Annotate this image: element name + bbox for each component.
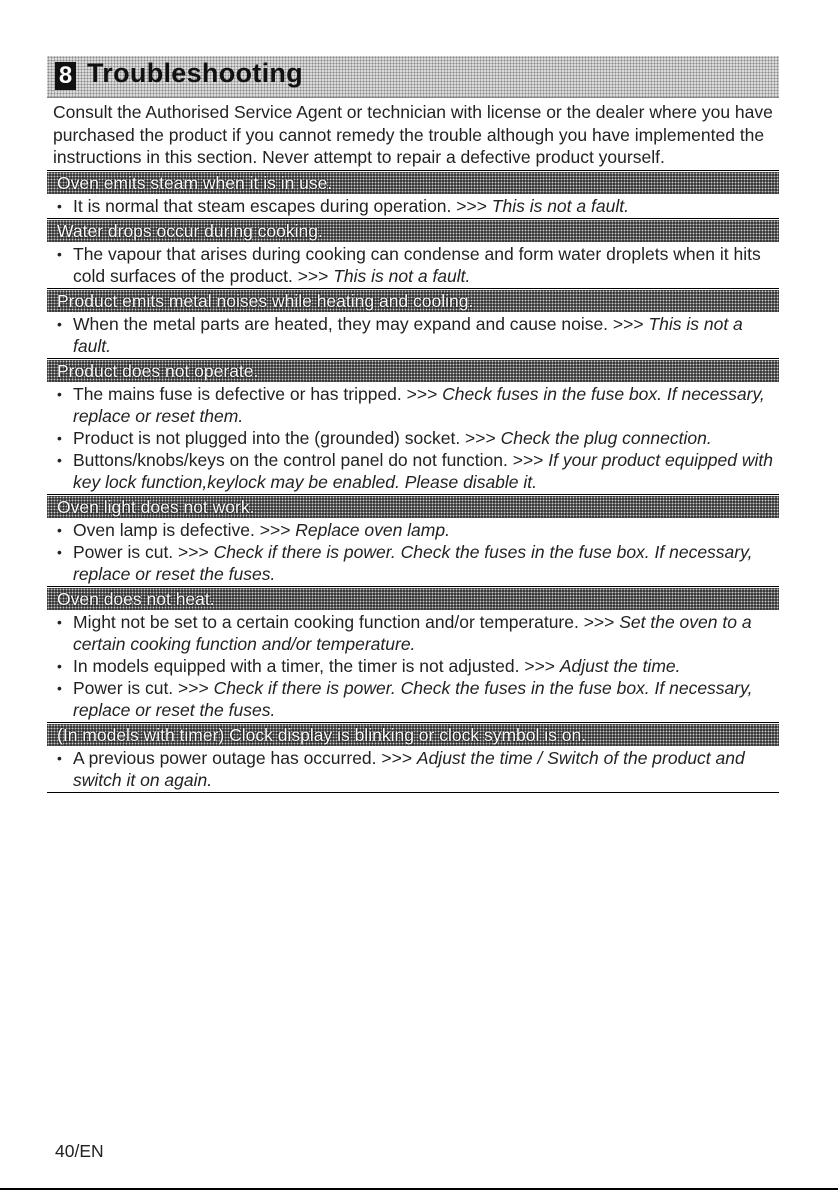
page-number: 40/EN: [55, 1141, 104, 1161]
bottom-rule: [0, 1188, 838, 1190]
solution-item: [47, 541, 779, 585]
cause-text: Power is cut. >>>: [73, 541, 214, 562]
cause-text: When the metal parts are heated, they may expand and cause noise. >>>: [73, 313, 649, 334]
bullet-icon: •: [57, 315, 62, 332]
remedy-text: Check the plug connection.: [500, 427, 712, 448]
problem-heading: Oven does not heat.: [47, 588, 779, 610]
remedy-text: Adjust the time.: [559, 655, 681, 676]
cause-text: Might not be set to a certain cooking function and/or temperature. >>>: [73, 611, 620, 632]
cause-text: Power is cut. >>>: [73, 677, 214, 698]
cause-text: A previous power outage has occurred. >>>: [73, 747, 417, 768]
problem-heading: Oven emits steam when it is in use.: [47, 172, 779, 194]
bullet-icon: •: [57, 197, 62, 214]
remedy-text: Set the oven to a certain cooking function and/or temperature.: [73, 611, 752, 654]
cause-text: It is normal that steam escapes during operation. >>>: [73, 195, 492, 216]
solution-list: [47, 610, 779, 723]
remedy-text: This is not a fault.: [491, 195, 629, 216]
remedy-text: Check if there is power. Check the fuses in the fuse box. If necessary, replace or reset the fuses.: [73, 541, 753, 584]
solution-item: [47, 195, 779, 217]
bullet-icon: •: [57, 521, 62, 538]
cause-text: In models equipped with a timer, the timer is not adjusted. >>>: [73, 655, 560, 676]
cause-text: Buttons/knobs/keys on the control panel do not function. >>>: [73, 449, 549, 470]
bullet-icon: •: [57, 385, 62, 402]
troubleshooting-sections: [47, 172, 779, 793]
bullet-icon: •: [57, 451, 62, 468]
remedy-text: Replace oven lamp.: [295, 519, 450, 540]
remedy-text: Check if there is power. Check the fuses in the fuse box. If necessary, replace or reset the fuses.: [73, 677, 753, 720]
intro-paragraph: Consult the Authorised Service Agent or technician with license or the dealer where you have purchased the product if you cannot remedy the trouble although you have implemented the instructions in this section. Never attempt to repair a defective product yourself.: [47, 101, 779, 171]
solution-item: [47, 747, 779, 791]
page-title: Troubleshooting: [87, 58, 303, 88]
remedy-text: Check fuses in the fuse box. If necessary, replace or reset them.: [73, 383, 765, 426]
section-title-bar: [47, 56, 779, 98]
problem-heading: Oven light does not work.: [47, 496, 779, 518]
remedy-text: Adjust the time / Switch of the product and switch it on again.: [73, 747, 745, 790]
cause-text: Oven lamp is defective. >>>: [73, 519, 296, 540]
problem-heading: (In models with timer) Clock display is blinking or clock symbol is on.: [47, 724, 779, 746]
section-number-badge: 8: [55, 62, 76, 90]
bullet-icon: •: [57, 657, 62, 674]
cause-text: The mains fuse is defective or has tripped. >>>: [73, 383, 443, 404]
page-content: [47, 56, 779, 793]
solution-item: [47, 449, 779, 493]
solution-item: [47, 383, 779, 427]
bullet-icon: •: [57, 543, 62, 560]
problem-heading: Water drops occur during cooking.: [47, 220, 779, 242]
solution-item: [47, 243, 779, 287]
solution-list: [47, 312, 779, 359]
problem-heading: Product does not operate.: [47, 360, 779, 382]
cause-text: The vapour that arises during cooking can condense and form water droplets when it hits cold surfaces of the product. >>>: [73, 243, 761, 286]
bullet-icon: •: [57, 245, 62, 262]
bullet-icon: •: [57, 613, 62, 630]
remedy-text: If your product equipped with key lock function,keylock may be enabled. Please disable it.: [73, 449, 773, 492]
solution-list: [47, 242, 779, 289]
problem-heading: Product emits metal noises while heating and cooling.: [47, 290, 779, 312]
solution-list: [47, 194, 779, 219]
solution-item: [47, 611, 779, 655]
bullet-icon: •: [57, 429, 62, 446]
solution-item: [47, 677, 779, 721]
solution-item: [47, 655, 779, 677]
solution-list: [47, 382, 779, 495]
bullet-icon: •: [57, 679, 62, 696]
remedy-text: This is not a fault.: [333, 265, 471, 286]
solution-item: [47, 313, 779, 357]
remedy-text: This is not a fault.: [73, 313, 743, 356]
solution-item: [47, 519, 779, 541]
solution-list: [47, 746, 779, 793]
solution-item: [47, 427, 779, 449]
bullet-icon: •: [57, 749, 62, 766]
solution-list: [47, 518, 779, 587]
cause-text: Product is not plugged into the (grounded) socket. >>>: [73, 427, 501, 448]
